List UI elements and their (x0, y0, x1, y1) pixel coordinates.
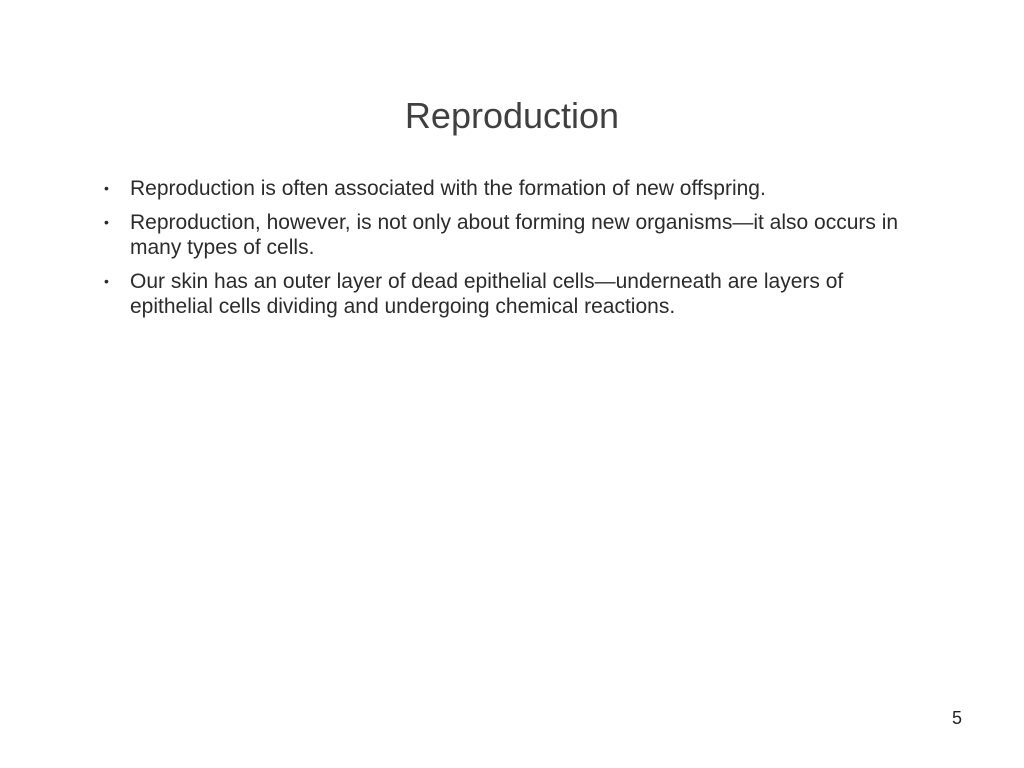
bullet-item (104, 210, 924, 260)
page-number: 5 (951, 708, 962, 728)
bullet-item (104, 176, 924, 201)
bullet-text: Reproduction is often associated with the formation of new offspring. (130, 177, 766, 200)
bullet-text: Our skin has an outer layer of dead epithelial cells—underneath are layers of epithelial cells dividing and undergoing chemical reactions. (130, 270, 844, 318)
bullet-list (104, 176, 924, 328)
bullet-icon: • (104, 273, 109, 289)
bullet-text: Reproduction, however, is not only about forming new organisms—it also occurs in many types of cells. (130, 211, 899, 259)
bullet-icon: • (104, 214, 109, 230)
bullet-item (104, 269, 924, 319)
bullet-icon: • (104, 180, 109, 196)
slide-title: Reproduction (404, 95, 620, 136)
